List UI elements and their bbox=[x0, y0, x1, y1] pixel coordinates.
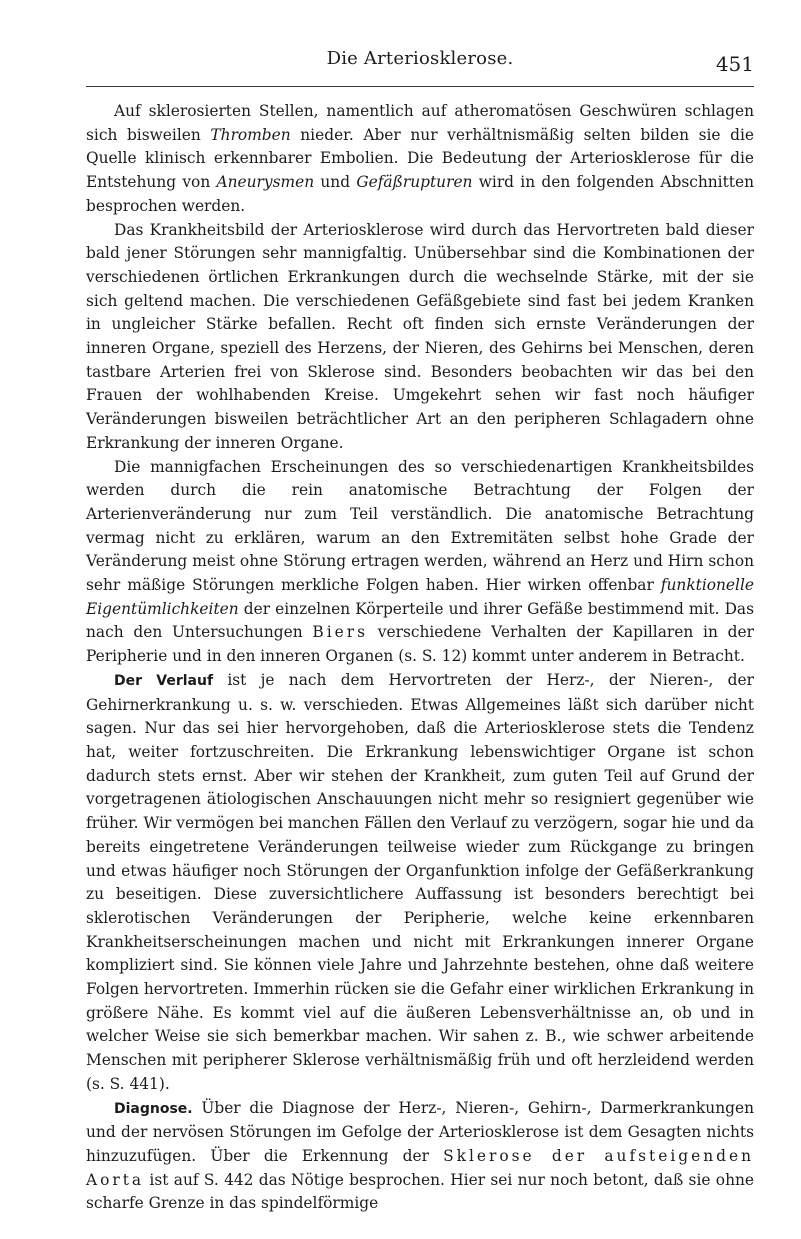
paragraph-erscheinungen bbox=[86, 456, 754, 669]
paragraph-krankheitsbild: Das Krankheitsbild der Arteriosklerose wird durch das Hervortreten bald dieser bald jener Störungen sehr mannigfaltig. Unübersehbar sind die Kombinationen der verschiedenen örtlichen Erkrankungen durch die wechselnde Stärke, mit der sie sich geltend machen. Die verschiedenen Gefäßgebiete sind fast bei jedem Kranken in ungleicher Stärke befallen. Recht oft finden sich ernste Veränderungen der inneren Organe, speziell des Herzens, der Nieren, des Gehirns bei Menschen, deren tastbare Arterien frei von Sklerose sind. Besonders beobachten wir das bei den Frauen der wohlhabenden Kreise. Umgekehrt sehen wir fast noch häufiger Veränderungen bisweilen beträchtlicher Art an den peripheren Schlagadern ohne Erkrankung der inneren Organe. bbox=[86, 220, 754, 452]
paragraph-verlauf bbox=[86, 669, 754, 1097]
italic-term: Aneurysmen bbox=[216, 173, 315, 192]
section-label-diagnose: Diagnose. bbox=[114, 1100, 193, 1117]
text-run: ist je nach dem Hervortreten der Herz-, der Nieren-, der Gehirnerkrankung u. s. w. verschieden. Etwas Allgemeines läßt sich darüber nicht sagen. Nur das sei hier hervorgehoben, daß die Arteriosklerose stets die Tendenz hat, weiter fortzuschreiten. Die Erkrankung lebenswichtiger Organe ist schon dadurch stets ernst. Aber wir stehen der Krankheit, zum guten Teil auf Grund der vorgetragenen ätiologischen Anschauungen nicht mehr so resigniert gegenüber wie früher. Wir vermögen bei manchen Fällen den Verlauf zu verzögern, sogar hie und da bereits eingetretene Veränderungen teilweise wieder zum Rückgange zu bringen und etwas häufiger noch Störungen der Organfunktion infolge der Gefäßerkrankung zu beseitigen. Diese zuversichtlichere Auffassung ist besonders berechtigt bei sklerotischen Veränderungen der Peripherie, welche keine erkennbaren Krankheitserscheinungen machen und nicht mit Erkrankungen innerer Organe kompliziert sind. Sie können viele Jahre und Jahrzehnte bestehen, ohne daß weitere Folgen hervortreten. Immerhin rücken sie die Gefahr einer wirklichen Erkrankung in größere Nähe. Es kommt viel auf die äußeren Lebensverhältnisse an, ob und in welcher Weise sie sich bemerkbar machen. Wir sahen z. B., wie schwer arbeitende Menschen mit peripherer Sklerose verhältnismäßig früh und oft herzleidend werden (s. S. 441). bbox=[86, 670, 754, 1093]
running-title: Die Arteriosklerose. bbox=[326, 48, 514, 69]
paragraph-diagnose bbox=[86, 1097, 754, 1217]
section-label-verlauf: Der Verlauf bbox=[114, 672, 214, 689]
paragraph-thromben bbox=[86, 100, 754, 219]
text-run: Die mannigfachen Erscheinungen des so verschiedenartigen Krankheitsbildes werden durch die rein anatomische Betrachtung der Folgen der Arterienveränderung nur zum Teil verständlich. Die anatomische Betrachtung vermag nicht zu erklären, warum an den Extremitäten selbst hohe Grade der Veränderung meist ohne Störung ertragen werden, während an Herz und Hirn schon sehr mäßige Störungen merkliche Folgen haben. Hier wirken offenbar bbox=[86, 457, 754, 595]
italic-term: Thromben bbox=[210, 125, 291, 144]
italic-term: funktionelle Eigentümlichkeiten bbox=[86, 576, 754, 618]
spaced-term: Sklerose der aufsteigenden Aorta bbox=[86, 1146, 754, 1189]
text-run: nieder. Aber nur verhältnismäßig selten bilden sie die Quelle klinisch erkennbarer Embolien. Die Bedeutung der Arteriosklerose für die Entstehung von bbox=[86, 125, 754, 192]
text-run: und bbox=[314, 173, 357, 192]
text-run: ist auf S. 442 das Nötige besprochen. Hier sei nur noch betont, daß sie ohne scharfe Grenze in das spindelförmige bbox=[86, 1170, 754, 1213]
italic-term: Gefäßrupturen bbox=[356, 173, 473, 192]
text-run: Über die Diagnose der Herz-, Nieren-, Gehirn-, Darmerkrankungen und der nervösen Störungen im Gefolge der Arteriosklerose ist dem Gesagten nichts hinzuzufügen. Über die Erkennung der bbox=[86, 1098, 754, 1165]
page-header bbox=[86, 42, 754, 87]
spaced-name: Biers bbox=[312, 623, 369, 642]
text-run: der einzelnen Körperteile und ihrer Gefäße bestimmend mit. Das nach den Untersuchungen bbox=[86, 599, 754, 642]
text-run: verschiedene Verhalten der Kapillaren in der Peripherie und in den inneren Organen (s. S. 12) kommt unter anderem in Betracht. bbox=[86, 623, 754, 666]
text-run: wird in den folgenden Abschnitten besprochen werden. bbox=[86, 173, 754, 215]
page-number: 451 bbox=[715, 52, 754, 76]
text-run: Auf sklerosierten Stellen, namentlich auf atheromatösen Geschwüren schlagen sich bisweilen bbox=[86, 102, 754, 144]
body-text bbox=[86, 100, 754, 1216]
